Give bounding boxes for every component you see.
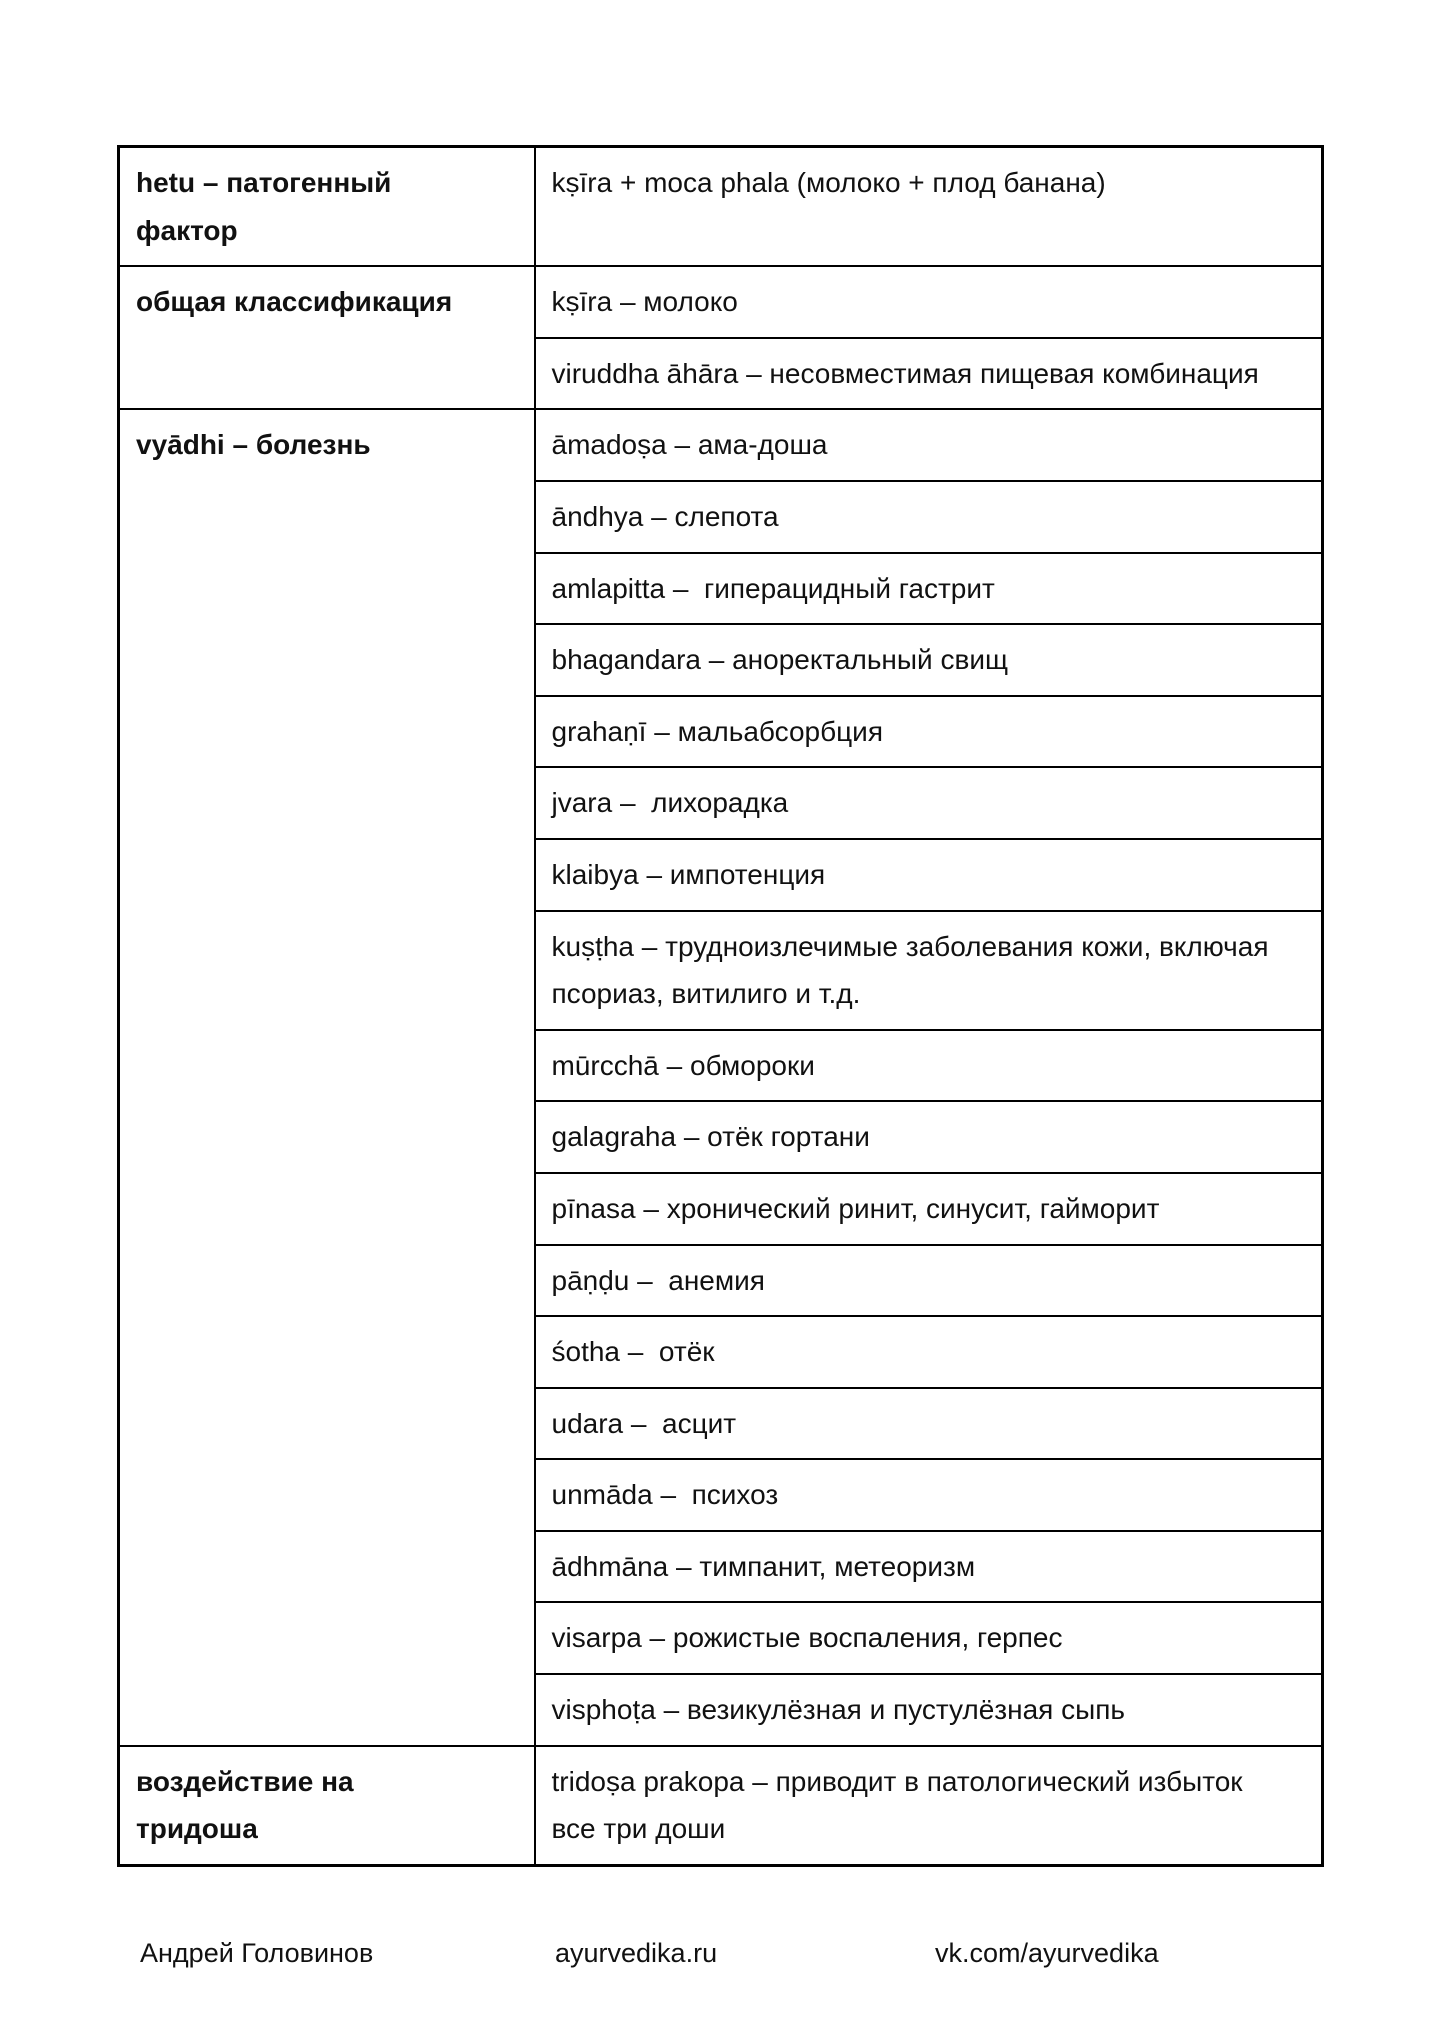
term-cell (535, 481, 1323, 553)
term-cell (535, 696, 1323, 768)
term-text: klaibya – импотенция (551, 858, 826, 890)
term-cell (535, 1531, 1323, 1603)
term-text: amlapitta – гиперацидный гастрит (551, 572, 995, 604)
terms-table-body (119, 147, 1323, 1866)
term-cell (535, 767, 1323, 839)
term-cell (535, 1459, 1323, 1531)
term-cell (535, 553, 1323, 625)
term-text: pīnasa – хронический ринит, синусит, гайморит (551, 1192, 1160, 1224)
section-label: hetu – патогенный фактор (136, 167, 400, 246)
table-row (119, 147, 1323, 267)
term-text: āmadoṣa – ама-доша (551, 429, 828, 461)
term-cell (535, 1746, 1323, 1866)
term-text: grahaṇī – мальабсорбция (551, 715, 883, 747)
term-cell (535, 1388, 1323, 1460)
term-text: unmāda – психоз (551, 1479, 779, 1511)
term-text: kṣīra – молоко (551, 286, 738, 318)
section-label-cell (119, 147, 535, 267)
term-text: galagraha – отёк гортани (551, 1121, 870, 1153)
table-row (119, 1746, 1323, 1866)
footer-site-url: ayurvedika.ru (555, 1938, 718, 1968)
section-label: общая классификация (136, 286, 453, 318)
footer-vk-url: vk.com/ayurvedika (935, 1938, 1159, 1968)
term-cell (535, 1602, 1323, 1674)
term-text: viruddha āhāra – несовместимая пищевая комбинация (551, 357, 1259, 389)
ayurveda-terms-table (117, 145, 1324, 1867)
term-cell (535, 1101, 1323, 1173)
term-text: udara – асцит (551, 1407, 737, 1439)
section-label: воздействие на тридоша (136, 1765, 362, 1845)
term-text: jvara – лихорадка (551, 787, 789, 819)
term-cell (535, 1316, 1323, 1388)
term-cell (535, 338, 1323, 410)
term-cell (535, 1674, 1323, 1746)
term-text: kuṣṭha – трудноизлечимые заболевания кожи, включая псориаз, витилиго и т.д. (551, 930, 1277, 1010)
term-text: śotha – отёк (551, 1336, 715, 1368)
term-text: visphoṭa – везикулёзная и пустулёзная сыпь (551, 1694, 1125, 1726)
term-cell (535, 839, 1323, 911)
term-text: ādhmāna – тимпанит, метеоризм (551, 1550, 976, 1582)
term-text: tridoṣa prakopa – приводит в патологический избыток все три доши (551, 1765, 1251, 1845)
term-text: pāṇḍu – анемия (551, 1264, 765, 1296)
term-cell (535, 911, 1323, 1030)
section-label-cell (119, 266, 535, 409)
term-cell (535, 266, 1323, 338)
section-label-cell (119, 1746, 535, 1866)
term-text: kṣīra + moca phala (молоко + плод банана) (551, 167, 1106, 198)
footer-author: Андрей Головинов (140, 1938, 374, 1968)
section-label: vyādhi – болезнь (136, 429, 371, 461)
term-cell (535, 1173, 1323, 1245)
term-text: mūrcchā – обмороки (551, 1049, 815, 1081)
term-cell (535, 1245, 1323, 1317)
table-row (119, 266, 1323, 338)
term-text: bhagandara – аноректальный свищ (551, 644, 1008, 676)
term-cell (535, 1030, 1323, 1102)
section-label-cell (119, 409, 535, 1745)
term-cell (535, 147, 1323, 267)
term-text: āndhya – слепота (551, 500, 779, 532)
term-cell (535, 409, 1323, 481)
term-text: visarpa – рожистые воспаления, герпес (551, 1622, 1063, 1654)
table-row (119, 409, 1323, 481)
term-cell (535, 624, 1323, 696)
